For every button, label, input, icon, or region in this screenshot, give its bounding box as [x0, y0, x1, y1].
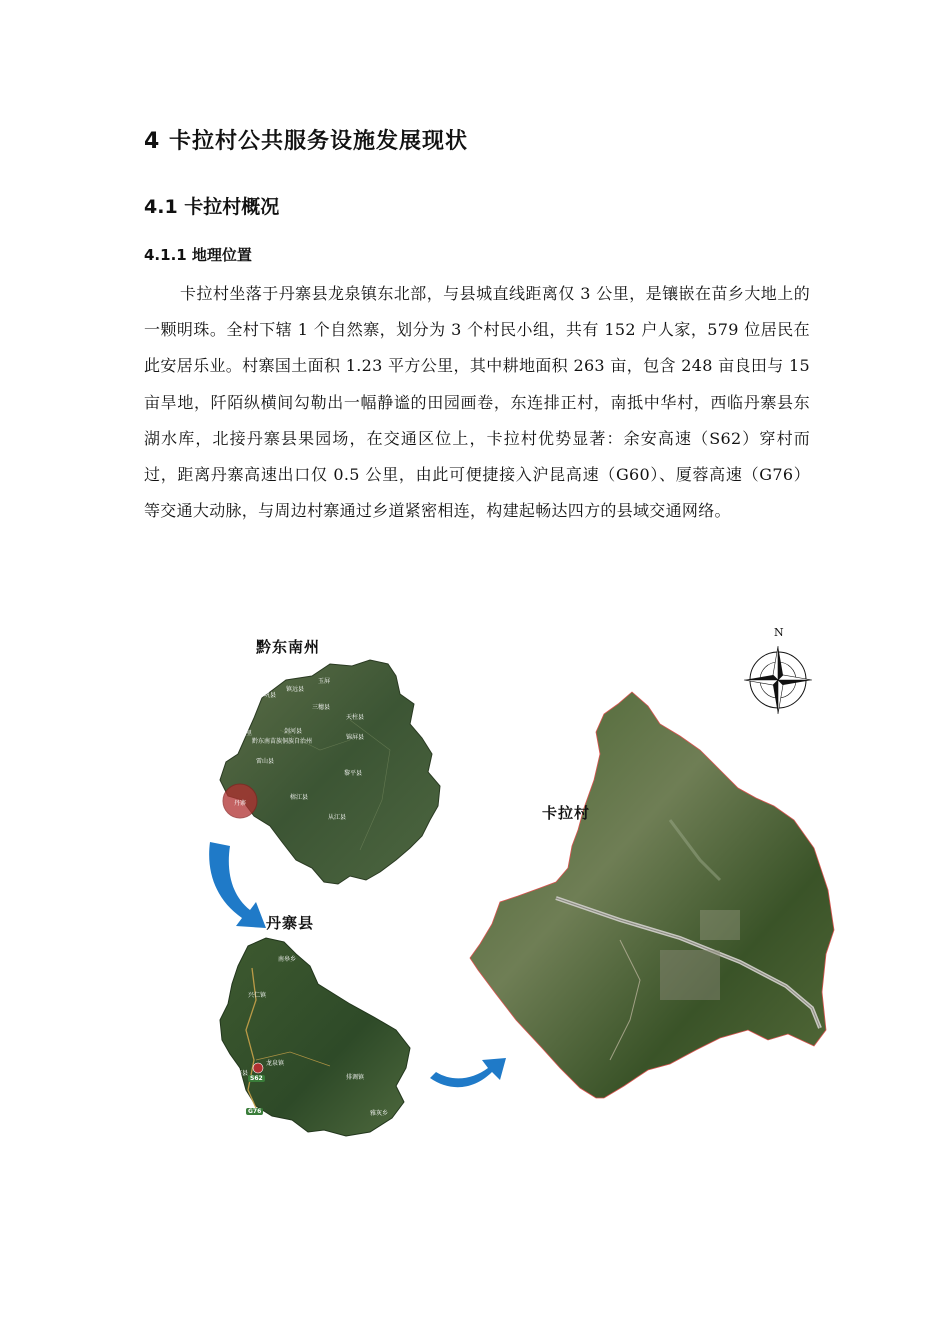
compass-icon	[744, 646, 812, 714]
place-label: 兴仁镇	[248, 992, 267, 999]
map-graphics	[200, 620, 840, 1150]
place-label: 天柱县	[346, 714, 365, 721]
place-label: 黔东南苗族侗族自治州	[252, 738, 313, 745]
subsection-heading: 4.1 卡拉村概况	[144, 196, 280, 218]
place-label: 丹寨县	[230, 1070, 249, 1077]
road-tag-g76: G76	[248, 1108, 262, 1115]
location-map-figure	[200, 620, 840, 1150]
place-label: 凯里	[240, 730, 253, 737]
compass-north-label: N	[774, 626, 784, 639]
village-map	[470, 692, 834, 1098]
prefecture-map	[220, 660, 440, 884]
village-label: 卡拉村	[542, 804, 591, 822]
prefecture-label: 黔东南州	[256, 638, 321, 656]
arrow-to-county	[209, 842, 266, 928]
place-label: 雷山县	[256, 758, 275, 765]
place-label: 剑河县	[284, 728, 303, 735]
place-label: 榕江县	[290, 794, 309, 801]
place-label: 三穗县	[312, 704, 331, 711]
place-label: 锦屏县	[346, 734, 365, 741]
road-tag-s62: S62	[250, 1075, 263, 1082]
place-label: 镇远县	[286, 686, 305, 693]
place-label: 玉屏	[318, 678, 331, 685]
place-label: 黎平县	[344, 770, 363, 777]
subsubsection-heading: 4.1.1 地理位置	[144, 246, 252, 264]
place-label: 排调镇	[346, 1074, 365, 1081]
county-label: 丹寨县	[266, 914, 315, 932]
arrow-to-village	[430, 1058, 506, 1087]
place-label: 龙泉镇	[266, 1060, 285, 1067]
place-label: 麻江县	[210, 746, 229, 753]
place-label: 黄平县	[236, 706, 255, 713]
place-label: 从江县	[328, 814, 347, 821]
location-paragraph: 卡拉村坐落于丹寨县龙泉镇东北部，与县城直线距离仅 3 公里，是镶嵌在苗乡大地上的一颗明珠。全村下辖 1 个自然寨，划分为 3 个村民小组，共有 152 户人家，579 位居民在此安居乐业。村寨国土面积 1.23 平方公里，其中耕地面积 263 亩，包含 248 亩良田与 15 亩旱地，阡陌纵横间勾勒出一幅静谧的田园画卷，东连排正村，南抵中华村，西临丹寨县东湖水库，北接丹寨县果园场，在交通区位上，卡拉村优势显著：余安高速（S62）穿村而过，距离丹寨高速出口仅 0.5 公里，由此可便捷接入沪昆高速（G60）、厦蓉高速（G76）等交通大动脉，与周边村寨通过乡道紧密相连，构建起畅达四方的县域交通网络。	[144, 284, 810, 521]
section-heading: 4 卡拉村公共服务设施发展现状	[144, 129, 468, 154]
place-label: 丹寨	[234, 800, 247, 807]
place-label: 雅灰乡	[370, 1110, 389, 1117]
place-label: 南皋乡	[278, 956, 297, 963]
place-label: 岑巩县	[258, 692, 277, 699]
kala-marker	[253, 1063, 263, 1073]
